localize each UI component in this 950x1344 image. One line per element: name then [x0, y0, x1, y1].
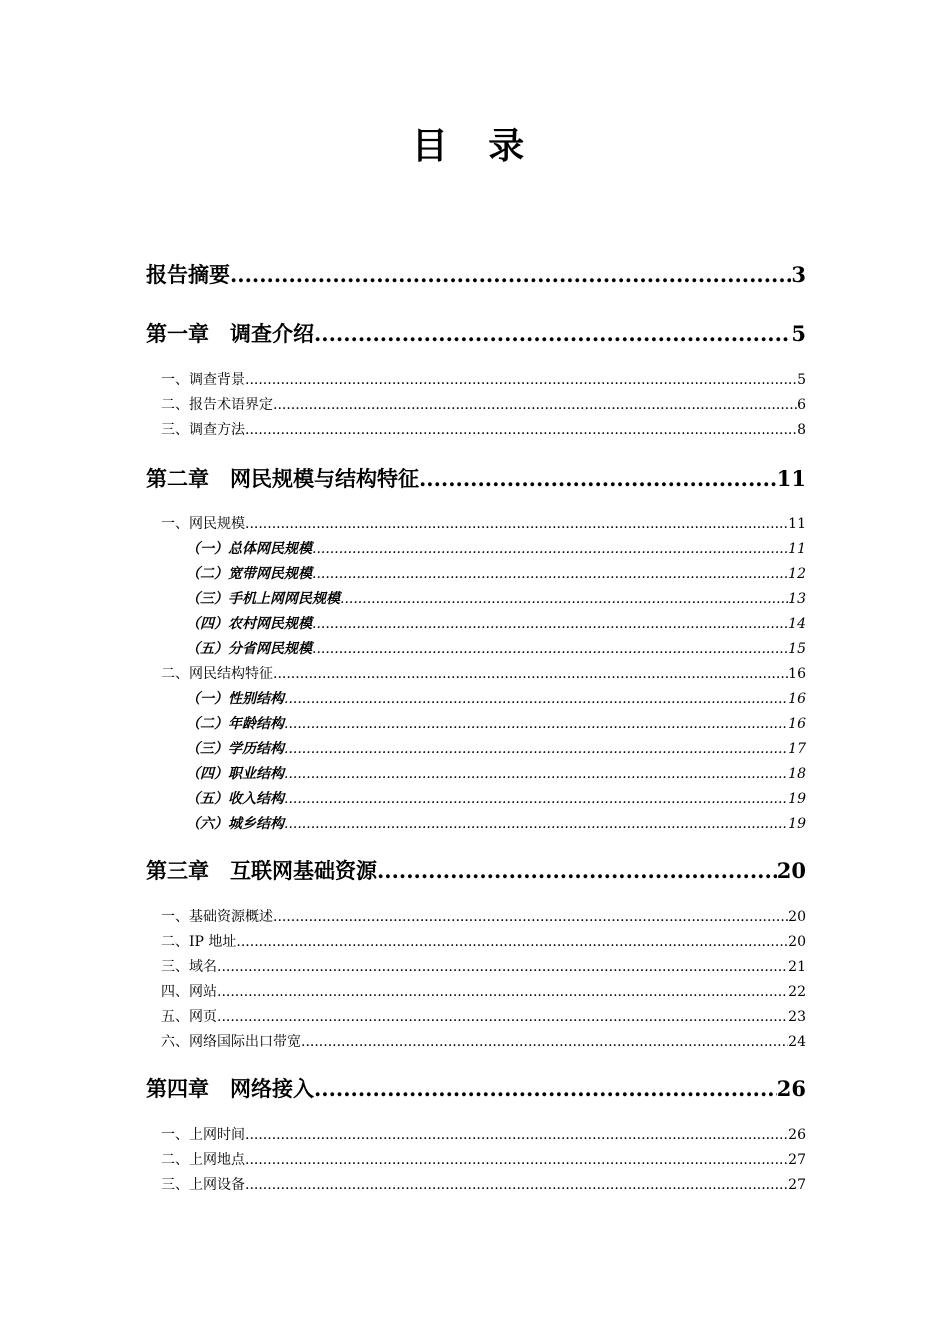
toc-dot-leader: [284, 815, 788, 833]
toc-page-number: 11: [776, 466, 806, 491]
toc-entry-label: 一、上网时间: [161, 1127, 245, 1143]
toc-entry-label: 报告摘要: [146, 262, 230, 287]
toc-page-number: 5: [797, 372, 806, 388]
toc-subsection-entry[interactable]: [186, 615, 806, 633]
toc-dot-leader: [284, 765, 788, 783]
toc-entry-label: 二、报告术语界定: [161, 397, 273, 413]
toc-entry-label: 二、网民结构特征: [161, 666, 273, 682]
toc-section-entry[interactable]: [161, 1126, 806, 1144]
toc-page-number: 26: [788, 1127, 806, 1143]
toc-section-entry[interactable]: [161, 1176, 806, 1194]
toc-page-number: 20: [788, 934, 806, 950]
toc-section-entry[interactable]: [161, 933, 806, 951]
toc-chapter-entry[interactable]: [146, 262, 806, 288]
toc-subsection-entry[interactable]: [186, 565, 806, 583]
toc-subsection-entry[interactable]: [186, 790, 806, 808]
toc-dot-leader: [245, 515, 788, 533]
toc-section-entry[interactable]: [161, 1151, 806, 1169]
toc-dot-leader: [273, 665, 788, 683]
toc-subsection-entry[interactable]: [186, 765, 806, 783]
toc-entry-label: 一、基础资源概述: [161, 909, 273, 925]
toc-entry-label: （二）宽带网民规模: [186, 566, 312, 582]
toc-subsection-entry[interactable]: [186, 540, 806, 558]
toc-entry-label: 三、上网设备: [161, 1177, 245, 1193]
toc-dot-leader: [273, 396, 797, 414]
toc-dot-leader: [217, 983, 788, 1001]
toc-page-number: 19: [788, 791, 806, 807]
toc-page-number: 22: [788, 984, 806, 1000]
toc-page-number: 26: [776, 1076, 806, 1101]
toc-dot-leader: [314, 321, 791, 347]
toc-entry-label: 一、网民规模: [161, 516, 245, 532]
toc-chapter-entry[interactable]: [146, 858, 806, 884]
toc-dot-leader: [314, 1076, 777, 1102]
toc-entry-label: 二、上网地点: [161, 1152, 245, 1168]
toc-subsection-entry[interactable]: [186, 690, 806, 708]
toc-entry-label: 六、网络国际出口带宽: [161, 1034, 301, 1050]
toc-page-number: 13: [788, 591, 806, 607]
toc-section-entry[interactable]: [161, 908, 806, 926]
toc-subsection-entry[interactable]: [186, 640, 806, 658]
toc-page-number: 16: [788, 666, 806, 682]
toc-page-number: 27: [788, 1152, 806, 1168]
toc-subsection-entry[interactable]: [186, 590, 806, 608]
toc-dot-leader: [301, 1033, 788, 1051]
toc-entry-label: 一、调查背景: [161, 372, 245, 388]
toc-page-number: 16: [788, 716, 806, 732]
toc-entry-label: （四）职业结构: [186, 766, 284, 782]
toc-dot-leader: [217, 1008, 788, 1026]
toc-dot-leader: [419, 466, 777, 492]
toc-page-number: 19: [788, 816, 806, 832]
page-title: 目 录: [411, 125, 539, 167]
toc-dot-leader: [312, 640, 788, 658]
toc-dot-leader: [245, 1176, 788, 1194]
toc-entry-label: 四、网站: [161, 984, 217, 1000]
toc-dot-leader: [217, 958, 788, 976]
toc-dot-leader: [284, 740, 788, 758]
toc-section-entry[interactable]: [161, 396, 806, 414]
toc-section-entry[interactable]: [161, 983, 806, 1001]
toc-page-number: 24: [788, 1034, 806, 1050]
toc-dot-leader: [230, 262, 791, 288]
toc-entry-label: （六）城乡结构: [186, 816, 284, 832]
toc-entry-label: （三）手机上网网民规模: [186, 591, 340, 607]
toc-dot-leader: [245, 421, 797, 439]
toc-entry-label: （三）学历结构: [186, 741, 284, 757]
toc-section-entry[interactable]: [161, 421, 806, 439]
toc-dot-leader: [273, 908, 788, 926]
toc-dot-leader: [245, 1151, 788, 1169]
toc-section-entry[interactable]: [161, 665, 806, 683]
toc-subsection-entry[interactable]: [186, 815, 806, 833]
toc-entry-label: 三、域名: [161, 959, 217, 975]
toc-page-number: 23: [788, 1009, 806, 1025]
toc-chapter-entry[interactable]: [146, 1076, 806, 1102]
toc-page-number: 27: [788, 1177, 806, 1193]
toc-dot-leader: [312, 540, 788, 558]
toc-page-number: 20: [788, 909, 806, 925]
toc-dot-leader: [284, 715, 788, 733]
toc-dot-leader: [236, 933, 788, 951]
toc-entry-label: （四）农村网民规模: [186, 616, 312, 632]
toc-dot-leader: [284, 690, 788, 708]
toc-page-number: 21: [788, 959, 806, 975]
toc-entry-label: （一）性别结构: [186, 691, 284, 707]
toc-dot-leader: [377, 858, 777, 884]
toc-entry-label: （五）收入结构: [186, 791, 284, 807]
toc-entry-label: （五）分省网民规模: [186, 641, 312, 657]
toc-page-number: 5: [791, 321, 806, 346]
toc-dot-leader: [284, 790, 788, 808]
toc-section-entry[interactable]: [161, 958, 806, 976]
toc-page-number: 3: [791, 262, 806, 287]
toc-dot-leader: [312, 615, 788, 633]
toc-page-number: 11: [788, 516, 806, 532]
toc-dot-leader: [312, 565, 788, 583]
toc-page-number: 14: [788, 616, 806, 632]
toc-page-number: 6: [797, 397, 806, 413]
toc-entry-label: （二）年龄结构: [186, 716, 284, 732]
toc-entry-label: 第三章 互联网基础资源: [146, 858, 377, 883]
toc-page-number: 8: [797, 422, 806, 438]
toc-page-number: 16: [788, 691, 806, 707]
toc-page-number: 12: [788, 566, 806, 582]
toc-section-entry[interactable]: [161, 371, 806, 389]
toc-page-number: 20: [776, 858, 806, 883]
toc-entry-label: 五、网页: [161, 1009, 217, 1025]
toc-page-number: 15: [788, 641, 806, 657]
toc-entry-label: 二、IP 地址: [161, 934, 237, 950]
toc-subsection-entry[interactable]: [186, 740, 806, 758]
toc-section-entry[interactable]: [161, 1033, 806, 1051]
toc-entry-label: （一）总体网民规模: [186, 541, 312, 557]
toc-page-number: 17: [788, 741, 806, 757]
toc-entry-label: 三、调查方法: [161, 422, 245, 438]
toc-page-number: 18: [788, 766, 806, 782]
toc-entry-label: 第一章 调查介绍: [146, 321, 314, 346]
toc-entry-label: 第二章 网民规模与结构特征: [146, 466, 419, 491]
toc-dot-leader: [245, 1126, 788, 1144]
toc-dot-leader: [245, 371, 797, 389]
toc-entry-label: 第四章 网络接入: [146, 1076, 314, 1101]
toc-chapter-entry[interactable]: [146, 321, 806, 347]
toc-page-number: 11: [788, 541, 806, 557]
toc-section-entry[interactable]: [161, 515, 806, 533]
toc-chapter-entry[interactable]: [146, 466, 806, 492]
toc-subsection-entry[interactable]: [186, 715, 806, 733]
toc-section-entry[interactable]: [161, 1008, 806, 1026]
toc-dot-leader: [340, 590, 788, 608]
